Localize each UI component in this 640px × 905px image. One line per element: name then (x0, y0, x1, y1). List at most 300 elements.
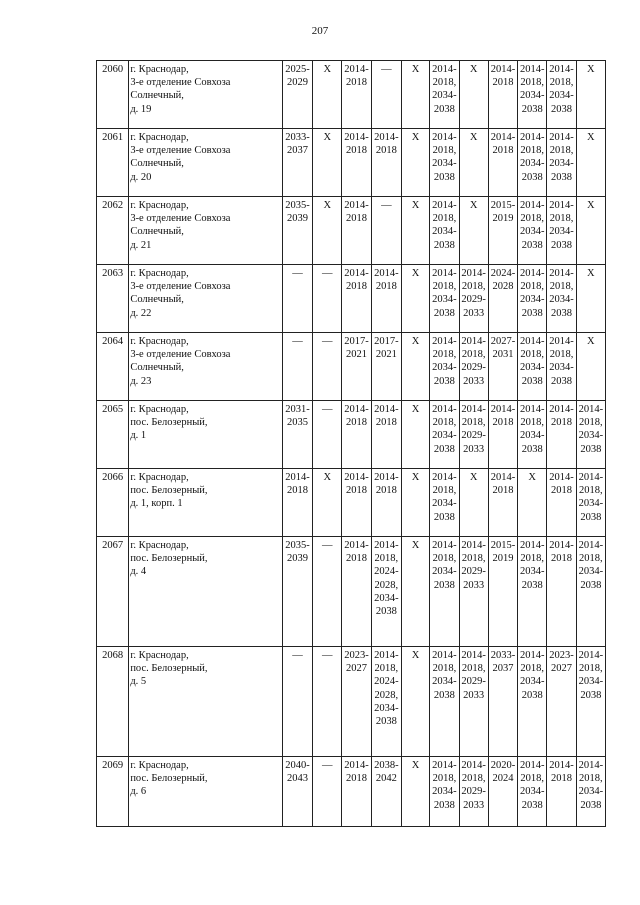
period-cell (459, 647, 488, 757)
period-cell (282, 333, 312, 401)
period-cell (371, 197, 401, 265)
period-cell (488, 129, 517, 197)
period-line: 2027 (551, 663, 572, 675)
period-line: X (323, 132, 332, 143)
period-cell (371, 265, 401, 333)
table-row (97, 61, 606, 129)
period-line: 2038 (521, 239, 543, 251)
period-cell (371, 401, 401, 469)
address-line: г. Краснодар, (130, 760, 189, 771)
period-line: 2018, (374, 663, 399, 675)
period-line: 2034- (578, 676, 604, 688)
period-line: 2018, (520, 773, 545, 785)
period-line: 2034- (519, 294, 545, 306)
period-cell (518, 401, 547, 469)
period-cell (547, 265, 576, 333)
period-cell (430, 265, 459, 333)
period-line: 2040- (285, 760, 310, 771)
period-cell (518, 469, 547, 537)
period-cell (313, 265, 342, 333)
address-cell (129, 647, 283, 757)
period-line: 2018, (549, 213, 574, 225)
address-line: д. 1, корп. 1 (130, 498, 183, 510)
period-cell (430, 647, 459, 757)
period-line: X (587, 132, 595, 143)
row-number: 2060 (97, 61, 129, 129)
period-line: 2018 (346, 417, 368, 429)
period-cell (342, 333, 371, 401)
period-line: 2038 (433, 375, 455, 387)
period-cell (342, 537, 371, 647)
period-line: 2018 (346, 773, 368, 785)
period-line: 2014- (578, 760, 604, 771)
period-cell (430, 61, 459, 129)
address-cell (129, 469, 283, 537)
period-line: 2018, (432, 485, 457, 497)
period-line: 2024- (374, 676, 399, 688)
address-cell (129, 333, 283, 401)
period-line: 2014- (344, 540, 369, 551)
period-cell (547, 401, 576, 469)
period-line: 2018, (432, 77, 457, 89)
period-line: 2029- (461, 566, 486, 578)
address-line: пос. Белозерный, (130, 773, 208, 785)
period-line: 2014- (549, 472, 574, 483)
period-cell (342, 401, 371, 469)
address-line: г. Краснодар, (130, 64, 189, 75)
period-cell (459, 197, 488, 265)
period-line: 2018, (520, 349, 545, 361)
address-line: г. Краснодар, (130, 336, 189, 347)
period-line: 2018 (375, 145, 397, 157)
period-line: 2018, (520, 77, 545, 89)
period-line: 2018, (461, 349, 486, 361)
period-line: 2034- (432, 158, 457, 170)
period-cell (313, 61, 342, 129)
period-line: 2014- (344, 64, 369, 75)
period-line: 2034- (519, 566, 545, 578)
period-line: 2038 (580, 799, 602, 811)
row-number: 2068 (97, 647, 129, 757)
period-line: 2038 (433, 443, 455, 455)
period-line: 2014- (490, 404, 516, 415)
period-cell (313, 197, 342, 265)
period-line: — (381, 200, 392, 211)
period-line: 2035 (286, 417, 308, 429)
period-line: 2014- (344, 760, 369, 771)
period-line: 2028, (374, 689, 399, 701)
address-line: 3-е отделение Совхоза (130, 145, 231, 157)
period-line: 2018, (520, 663, 545, 675)
period-cell (282, 537, 312, 647)
period-line: 2038- (374, 760, 399, 771)
address-line: д. 22 (130, 307, 152, 319)
period-cell (430, 401, 459, 469)
period-line: 2037 (286, 145, 308, 157)
period-line: 2034- (519, 226, 545, 238)
period-line: 2018 (492, 417, 514, 429)
period-line: 2014- (461, 540, 486, 551)
period-line: 2014- (432, 268, 457, 279)
period-line: 2018, (579, 485, 603, 497)
period-line: 2038 (521, 579, 543, 591)
period-line: — (292, 650, 303, 661)
period-line: 2038 (551, 307, 572, 319)
period-cell (371, 129, 401, 197)
period-line: 2034- (549, 90, 574, 102)
period-cell (518, 757, 547, 827)
period-cell (576, 469, 605, 537)
table-row (97, 265, 606, 333)
period-line: 2034- (432, 566, 457, 578)
period-cell (401, 61, 429, 129)
table-row (97, 537, 606, 647)
period-line: 2014- (549, 200, 574, 211)
period-line: 2018, (432, 349, 457, 361)
period-line: 2034- (432, 90, 457, 102)
period-line: 2038 (433, 171, 455, 183)
period-line: 2038 (433, 307, 455, 319)
period-line: 2034- (549, 294, 574, 306)
period-line: X (323, 64, 332, 75)
period-line: 2018, (520, 145, 545, 157)
period-line: 2038 (433, 239, 455, 251)
period-cell (282, 197, 312, 265)
period-line: 2038 (433, 689, 455, 701)
period-line: 2034- (374, 702, 399, 714)
period-line: 2034- (432, 498, 457, 510)
address-line: д. 5 (130, 676, 147, 688)
period-line: 2033 (463, 443, 485, 455)
row-number: 2061 (97, 129, 129, 197)
period-line: 2038 (580, 579, 602, 591)
period-cell (401, 129, 429, 197)
period-cell (488, 537, 517, 647)
period-line: 2014- (549, 540, 574, 551)
period-cell (518, 333, 547, 401)
period-line: 2038 (521, 443, 543, 455)
period-line: 2018 (286, 485, 308, 497)
period-line: 2017- (344, 336, 369, 347)
period-line: 2038 (551, 103, 572, 115)
period-line: 2033 (463, 579, 485, 591)
period-line: X (587, 200, 595, 211)
period-line: 2018, (432, 213, 457, 225)
period-cell (371, 757, 401, 827)
period-cell (313, 401, 342, 469)
period-line: 2034- (374, 592, 399, 604)
period-cell (518, 265, 547, 333)
table-row (97, 469, 606, 537)
period-line: X (587, 64, 595, 75)
period-line: 2014- (490, 132, 516, 143)
period-line: 2014- (519, 650, 545, 661)
period-cell (488, 647, 517, 757)
period-line: 2034- (519, 158, 545, 170)
period-line: X (411, 132, 420, 143)
period-line: — (322, 540, 333, 551)
period-cell (282, 757, 312, 827)
period-cell (430, 129, 459, 197)
period-line: 2019 (492, 213, 514, 225)
table-row (97, 757, 606, 827)
period-line: 2014- (374, 472, 399, 483)
period-line: X (587, 268, 595, 279)
period-line: 2014- (374, 540, 399, 551)
period-cell (282, 265, 312, 333)
period-line: 2014- (549, 268, 574, 279)
period-line: 2018 (492, 77, 514, 89)
period-line: 2025- (285, 64, 310, 75)
period-line: 2018, (579, 663, 603, 675)
period-line: 2014- (519, 64, 545, 75)
period-line: 2031 (492, 349, 514, 361)
address-cell (129, 197, 283, 265)
period-cell (430, 333, 459, 401)
period-line: X (469, 472, 478, 483)
period-line: 2014- (344, 404, 369, 415)
period-line: 2038 (433, 103, 455, 115)
period-line: 2014- (432, 472, 457, 483)
period-line: 2038 (433, 799, 455, 811)
period-cell (488, 469, 517, 537)
address-line: г. Краснодар, (130, 268, 189, 279)
period-line: 2018 (551, 417, 572, 429)
period-line: 2038 (521, 689, 543, 701)
period-line: 2038 (580, 511, 602, 523)
period-cell (576, 757, 605, 827)
period-cell (342, 265, 371, 333)
address-line: д. 19 (130, 103, 152, 115)
period-cell (342, 129, 371, 197)
period-line: X (528, 472, 537, 483)
period-cell (576, 265, 605, 333)
row-number: 2064 (97, 333, 129, 401)
period-cell (547, 333, 576, 401)
period-line: 2015- (490, 540, 516, 551)
period-cell (401, 537, 429, 647)
period-line: X (411, 336, 420, 347)
period-cell (576, 129, 605, 197)
period-line: 2034- (432, 362, 457, 374)
period-line: 2038 (580, 443, 602, 455)
housing-repair-table (96, 60, 606, 827)
period-line: 2034- (519, 90, 545, 102)
period-line: 2034- (432, 676, 457, 688)
address-line: г. Краснодар, (130, 650, 189, 661)
period-cell (547, 757, 576, 827)
period-line: 2029- (461, 676, 486, 688)
address-line: д. 1 (130, 430, 147, 442)
period-line: X (411, 404, 420, 415)
period-line: 2018 (375, 281, 397, 293)
row-number: 2062 (97, 197, 129, 265)
period-cell (401, 265, 429, 333)
period-line: 2018 (346, 77, 368, 89)
period-cell (430, 469, 459, 537)
period-line: 2018 (346, 553, 368, 565)
period-line: 2014- (432, 404, 457, 415)
period-cell (518, 61, 547, 129)
period-cell (401, 401, 429, 469)
period-line: 2021 (375, 349, 397, 361)
period-line: X (323, 200, 332, 211)
table-row (97, 129, 606, 197)
row-number: 2067 (97, 537, 129, 647)
period-line: 2014- (549, 760, 574, 771)
period-line: X (469, 132, 478, 143)
period-cell (576, 333, 605, 401)
period-line: 2038 (521, 171, 543, 183)
period-cell (576, 647, 605, 757)
period-line: 2018 (346, 145, 368, 157)
period-line: 2018, (520, 417, 545, 429)
page-number: 207 (311, 25, 329, 37)
period-cell (459, 401, 488, 469)
period-line: 2018, (432, 663, 457, 675)
period-line: 2014- (549, 404, 574, 415)
period-cell (459, 129, 488, 197)
period-cell (313, 647, 342, 757)
period-line: 2018, (432, 417, 457, 429)
period-line: 2018, (579, 417, 603, 429)
period-line: 2031- (285, 404, 310, 415)
period-line: 2038 (521, 103, 543, 115)
period-line: 2034- (578, 786, 604, 798)
period-line: 2029- (461, 430, 486, 442)
period-cell (547, 469, 576, 537)
period-cell (371, 469, 401, 537)
period-line: 2014- (461, 404, 486, 415)
period-cell (371, 647, 401, 757)
period-line: 2018, (520, 281, 545, 293)
period-line: 2014- (374, 132, 399, 143)
period-line: 2042 (375, 773, 397, 785)
period-cell (313, 757, 342, 827)
period-line: 2014- (432, 336, 457, 347)
address-line: пос. Белозерный, (130, 553, 208, 565)
period-line: 2018, (549, 77, 574, 89)
period-cell (342, 61, 371, 129)
period-line: 2038 (521, 375, 543, 387)
period-line: 2014- (549, 336, 574, 347)
period-cell (488, 333, 517, 401)
period-line: 2015- (490, 200, 516, 211)
period-cell (459, 333, 488, 401)
period-line: 2028, (374, 579, 399, 591)
period-line: 2023- (549, 650, 574, 661)
period-line: 2034- (549, 158, 574, 170)
period-line: 2034- (519, 786, 545, 798)
period-line: 2018, (432, 145, 457, 157)
period-cell (313, 129, 342, 197)
table-body (97, 61, 606, 827)
period-line: 2020- (490, 760, 516, 771)
period-line: 2033 (463, 375, 485, 387)
period-line: 2018, (549, 349, 574, 361)
period-line: 2033 (463, 799, 485, 811)
period-line: X (469, 64, 478, 75)
period-cell (401, 647, 429, 757)
address-line: пос. Белозерный, (130, 417, 208, 429)
period-line: 2018, (461, 663, 486, 675)
period-line: 2034- (519, 430, 545, 442)
period-cell (547, 197, 576, 265)
table-row (97, 647, 606, 757)
period-line: 2014- (549, 64, 574, 75)
address-cell (129, 61, 283, 129)
period-line: 2014- (490, 64, 516, 75)
period-cell (342, 647, 371, 757)
period-cell (518, 647, 547, 757)
period-line: 2014- (432, 540, 457, 551)
period-line: X (411, 760, 420, 771)
period-line: 2033- (285, 132, 310, 143)
period-cell (371, 333, 401, 401)
row-number: 2066 (97, 469, 129, 537)
period-line: 2024- (490, 268, 516, 279)
period-line: 2033 (463, 307, 485, 319)
period-line: 2038 (580, 689, 602, 701)
period-line: 2014- (432, 650, 457, 661)
period-line: 2038 (551, 239, 572, 251)
address-line: д. 20 (130, 171, 152, 183)
period-line: 2034- (549, 226, 574, 238)
period-cell (576, 401, 605, 469)
period-line: — (322, 760, 333, 771)
row-number: 2069 (97, 757, 129, 827)
period-line: 2018, (432, 553, 457, 565)
address-line: г. Краснодар, (130, 540, 189, 551)
period-cell (282, 469, 312, 537)
period-line: 2018 (375, 417, 397, 429)
period-line: — (292, 268, 303, 279)
address-cell (129, 757, 283, 827)
table-row (97, 401, 606, 469)
period-cell (282, 401, 312, 469)
period-line: X (411, 540, 420, 551)
period-line: 2018, (461, 553, 486, 565)
period-cell (342, 469, 371, 537)
address-line: д. 23 (130, 375, 152, 387)
period-cell (313, 469, 342, 537)
period-cell (371, 537, 401, 647)
period-line: 2034- (432, 786, 457, 798)
period-line: 2018, (579, 553, 603, 565)
period-cell (488, 61, 517, 129)
period-line: 2038 (551, 171, 572, 183)
period-line: 2018 (551, 773, 572, 785)
address-line: г. Краснодар, (130, 132, 189, 143)
period-line: 2021 (346, 349, 368, 361)
period-line: 2014- (549, 132, 574, 143)
period-line: 2018, (549, 281, 574, 293)
address-line: Солнечный, (130, 226, 184, 238)
period-line: 2027 (346, 663, 368, 675)
period-line: 2024- (374, 566, 399, 578)
period-line: 2024 (492, 773, 514, 785)
period-line: 2023- (344, 650, 369, 661)
period-line: 2038 (521, 799, 543, 811)
address-line: пос. Белозерный, (130, 663, 208, 675)
period-cell (282, 129, 312, 197)
period-cell (488, 265, 517, 333)
period-cell (459, 537, 488, 647)
address-line: Солнечный, (130, 158, 184, 170)
period-cell (547, 537, 576, 647)
period-line: 2018 (346, 213, 368, 225)
period-line: 2035- (285, 540, 310, 551)
